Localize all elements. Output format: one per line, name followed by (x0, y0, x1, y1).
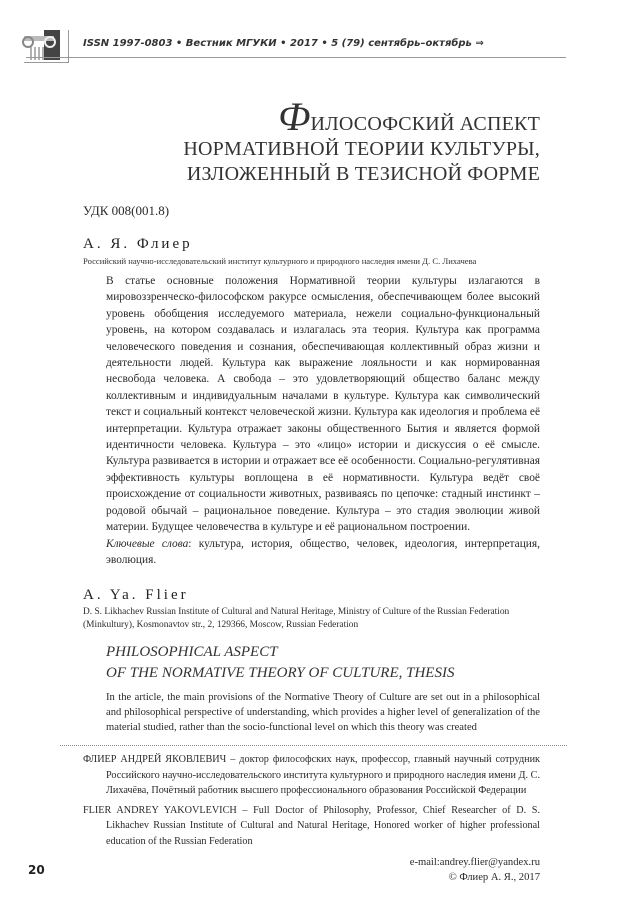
abstract-en: In the article, the main provisions of the Normative Theory of Culture are set out in a philosophical and philosophical perspective of understanding, which provides a higher level of generalization of the material studied, rather than the socio-functional level on which this theory was created (106, 692, 540, 734)
title-line-3: ИЗЛОЖЕННЫЙ В ТЕЗИСНОЙ ФОРМЕ (186, 163, 540, 185)
author-name-en: A. Ya. Flier (83, 587, 189, 604)
author-name-ru: А. Я. Флиер (83, 236, 193, 252)
copyright: © Флиер А. Я., 2017 (448, 872, 540, 884)
title-line-1: ИЛОСОФСКИЙ АСПЕКТ (310, 113, 540, 135)
affiliation-ru: Российский научно-исследовательский институт культурного и природного наследия имени Д. С. Лихачева (83, 256, 477, 266)
title-line-2: НОРМАТИВНОЙ ТЕОРИИ КУЛЬТУРЫ, (183, 138, 540, 160)
page-number: 20 (28, 863, 45, 878)
keywords-ru: : культура, история, общество, человек, идеология, интерпретация, эволюция. (106, 537, 540, 566)
contact-block (83, 855, 540, 885)
title-drop-cap: Ф (278, 94, 311, 139)
footnote-divider (60, 745, 567, 746)
running-header: ISSN 1997-0803 • Вестник МГУКИ • 2017 • 5 (79) сентябрь–октябрь ⇒ (83, 38, 484, 49)
affiliation-en: D. S. Likhachev Russian Institute of Cultural and Natural Heritage, Ministry of Culture of the Russian Federation (Minkultury), Kosmonavtov str., 2, 129366, Moscow, Russian Federation (83, 607, 510, 631)
abstract-ru-text: В статье основные положения Нормативной теории культуры излагаются в мировоззренческо-философском ракурсе осмысления, обеспечивающем более высокий уровень обобщения исследуемого материала, нежели социально-функциональный уровень, на котором создавалась и излагалась эта теория. Культура как программа человеческого поведения и сознания, обеспечивающая коллективный образ жизни и деятельности людей. Культура как выражение лояльности и как нормированная несвобода человека. А свобода – это удовлетворяющий общество баланс между коллективным и индивидуальным началами в культуре. Культура как символический текст и социальный контекст человеческой жизни. Культура как идеология и проблема её интерпретации. Культура отражает законы общественного Бытия и является формой идентичности человека. Культура – это «лицо» истории и дискуссия о её смысле. Культура развивается в истории и отражает все её особенности. Социально-регулятивная эффективность культуры воплощена в её нормативности. Культура ведёт своё происхождение от социальности животных, развиваясь по цепочке: стадный инстинкт – родовой обычай – рациональное поведение. Культура – это стадия эволюции живой материи. Будущее человечества в культуре и её рациональном построении. (106, 275, 540, 534)
keywords-label-ru: Ключевые слова (106, 537, 189, 550)
author-bio-ru: ФЛИЕР АНДРЕЙ ЯКОВЛЕВИЧ – доктор философских наук, профессор, главный научный сотрудник Российского научно-исследовательского института культурного и природного наследия имени Д. С. Лихачёва, Почётный работник высшего профессионального образования Российской Федерации (83, 754, 540, 797)
title-en-line-1: PHILOSOPHICAL ASPECT (106, 644, 278, 661)
author-email[interactable]: e-mail:andrey.flier@yandex.ru (409, 857, 540, 869)
article-title-en (106, 642, 540, 684)
footer-row (28, 855, 540, 885)
article-title (83, 94, 540, 187)
abstract-ru (106, 273, 540, 568)
udk-code: УДК 008(001.8) (83, 203, 170, 218)
title-en-line-2: OF THE NORMATIVE THEORY OF CULTURE, THESIS (106, 665, 455, 682)
author-bio-en: FLIER ANDREY YAKOVLEVICH – Full Doctor of Philosophy, Professor, Chief Researcher of D. S. Likhachev Russian Institute of Cultural and Natural Heritage, Honored worker of higher professional education of the Russian Federation (83, 804, 540, 847)
